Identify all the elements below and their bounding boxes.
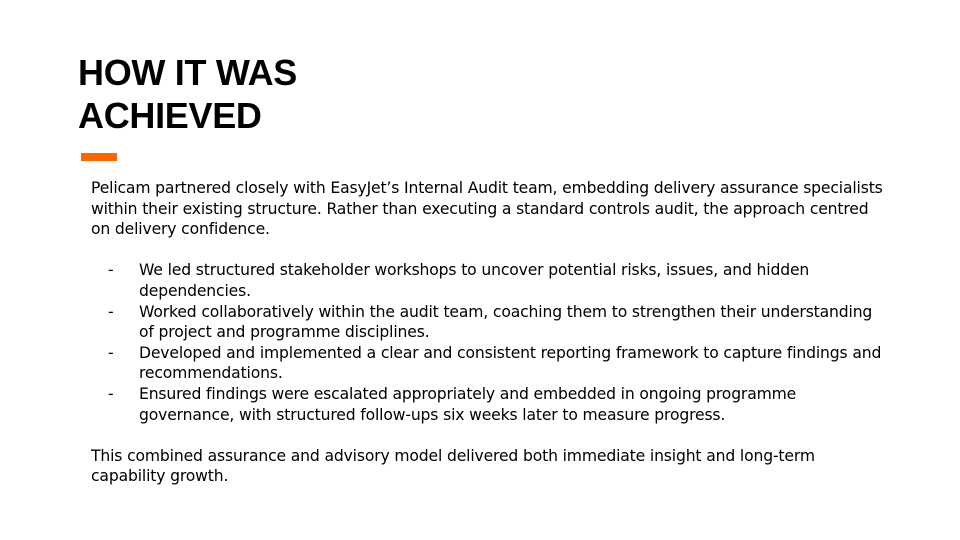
title-line: ACHIEVED bbox=[78, 95, 262, 136]
bullet-line: We led structured stakeholder workshops to uncover potential risks, issues, and hidden bbox=[139, 261, 810, 280]
bullet-item bbox=[91, 260, 960, 301]
bullet-item bbox=[91, 384, 960, 425]
intro-line: Pelicam partnered closely with EasyJet’s Internal Audit team, embedding delivery assurance specialists bbox=[91, 179, 883, 197]
bullet-line: recommendations. bbox=[139, 364, 283, 383]
bullet-line: Ensured findings were escalated appropriately and embedded in ongoing programme bbox=[139, 384, 797, 403]
bullet-line: Worked collaboratively within the audit team, coaching them to strengthen their understanding bbox=[139, 302, 873, 321]
bullet-marker: - bbox=[108, 343, 114, 362]
intro-line: on delivery confidence. bbox=[91, 220, 270, 239]
bullet-line: of project and programme disciplines. bbox=[139, 323, 430, 342]
intro-paragraph bbox=[91, 178, 960, 240]
bullet-line: Developed and implemented a clear and consistent reporting framework to capture findings and bbox=[139, 343, 882, 362]
bullet-marker: - bbox=[108, 384, 114, 403]
bullet-marker: - bbox=[108, 302, 114, 321]
bullet-line: governance, with structured follow-ups six weeks later to measure progress. bbox=[139, 405, 726, 424]
closing-line: capability growth. bbox=[91, 467, 229, 486]
closing-line: This combined assurance and advisory model delivered both immediate insight and long-term bbox=[91, 446, 815, 465]
bullet-item bbox=[91, 302, 960, 343]
slide-body bbox=[91, 178, 960, 487]
bullet-list bbox=[91, 260, 960, 425]
title-line: HOW IT WAS bbox=[78, 52, 297, 93]
bullet-marker: - bbox=[108, 261, 114, 280]
closing-paragraph bbox=[91, 446, 960, 487]
title-accent-bar bbox=[81, 153, 117, 161]
bullet-line: dependencies. bbox=[139, 281, 251, 300]
bullet-item bbox=[91, 343, 960, 384]
intro-line: within their existing structure. Rather than executing a standard controls audit, the approach centred bbox=[91, 199, 869, 218]
slide-title bbox=[78, 51, 297, 137]
